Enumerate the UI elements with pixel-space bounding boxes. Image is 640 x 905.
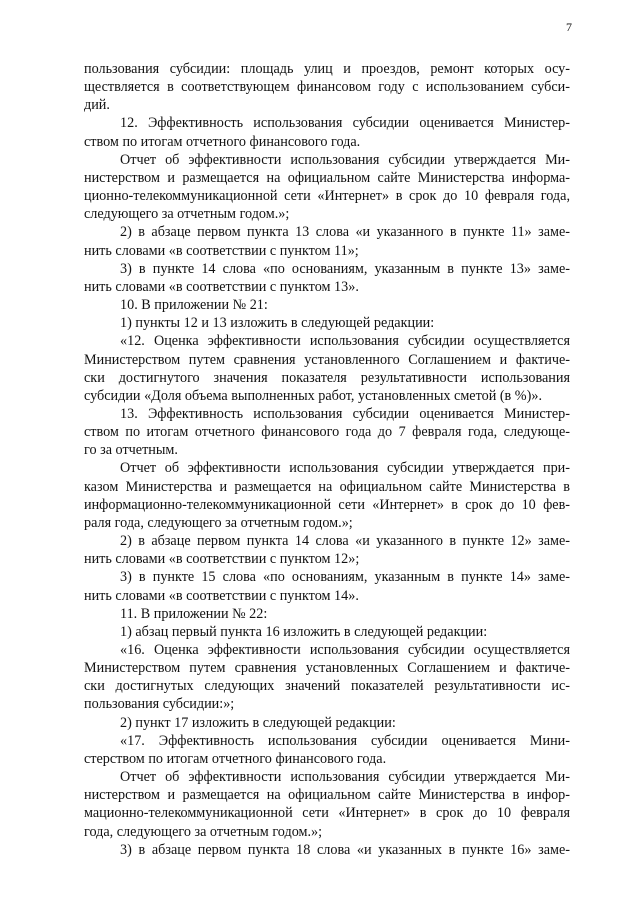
text-line: раля года, следующего за отчетным годом.»; xyxy=(84,514,353,531)
text-line: Отчет об эффективности использования субсидии утверждается Ми- xyxy=(120,151,570,168)
text-line: 2) в абзаце первом пункта 14 слова «и указанного в пункте 12» заме- xyxy=(120,533,570,550)
text-line: пользования субсидии:»; xyxy=(84,696,235,713)
text-line: ционно-телекоммуникационной сети «Интернет» в срок до 10 февраля года, xyxy=(84,188,570,205)
text-line: информационно-телекоммуникационной сети «Интернет» в срок до 10 фев- xyxy=(84,496,570,513)
text-line: 2) пункт 17 изложить в следующей редакции: xyxy=(120,714,396,731)
text-line: 13. Эффективность использования субсидии оценивается Министер- xyxy=(120,405,570,422)
text-line: «16. Оценка эффективности использования субсидии осуществляется xyxy=(120,642,570,658)
text-line: 3) в пункте 15 слова «по основаниям, указанным в пункте 14» заме- xyxy=(120,569,570,586)
text-line: 2) в абзаце первом пункта 13 слова «и указанного в пункте 11» заме- xyxy=(120,224,570,241)
text-line: «17. Эффективность использования субсидии оценивается Мини- xyxy=(120,732,570,749)
text-line: мационно-телекоммуникационной сети «Интернет» в срок до 10 февраля xyxy=(84,805,570,822)
text-line: «12. Оценка эффективности использования субсидии осуществляется xyxy=(120,333,570,350)
text-line: пользования субсидии: площадь улиц и проездов, ремонт которых осу- xyxy=(84,61,570,77)
text-line: следующего за отчетным годом.»; xyxy=(84,206,290,223)
text-line: субсидии «Доля объема выполненных работ, установленных сметой (в %)». xyxy=(84,387,542,404)
text-line: ством по итогам отчетного финансового года до 7 февраля года, следующе- xyxy=(84,424,570,441)
text-line: 3) в абзаце первом пункта 18 слова «и указанных в пункте 16» заме- xyxy=(120,841,570,858)
text-line: нить словами «в соответствии с пунктом 11»; xyxy=(84,242,359,259)
text-line: ски достигнутых следующих значений показателей результативности ис- xyxy=(84,678,570,695)
text-line: 10. В приложении № 21: xyxy=(120,297,268,314)
text-line: стерством по итогам отчетного финансового года. xyxy=(84,750,387,767)
text-line: го за отчетным. xyxy=(84,442,178,459)
text-line: 1) абзац первый пункта 16 изложить в следующей редакции: xyxy=(120,623,488,640)
text-line: дий. xyxy=(84,97,110,114)
text-line: нить словами «в соответствии с пунктом 12»; xyxy=(84,551,360,568)
text-line: года, следующего за отчетным годом.»; xyxy=(84,823,323,840)
text-line: Отчет об эффективности использования субсидии утверждается Ми- xyxy=(120,769,570,786)
text-line: Министерством путем сравнения установленного Соглашением и фактиче- xyxy=(84,351,570,368)
text-line: Министерством путем сравнения установленных Соглашением и фактиче- xyxy=(84,660,570,677)
page-number: 7 xyxy=(566,20,572,34)
text-line: ски достигнутого значения показателя результативности использования xyxy=(84,369,570,386)
text-line: 3) в пункте 14 слова «по основаниям, указанным в пункте 13» заме- xyxy=(120,260,570,277)
text-line: нистерством и размещается на официальном сайте Министерства информа- xyxy=(84,169,570,186)
text-line: нить словами «в соответствии с пунктом 13». xyxy=(84,278,359,295)
text-line: ством по итогам отчетного финансового года. xyxy=(84,133,361,150)
text-line: Отчет об эффективности использования субсидии утверждается при- xyxy=(120,460,570,477)
text-line: 12. Эффективность использования субсидии оценивается Министер- xyxy=(120,115,570,132)
text-line: нить словами «в соответствии с пунктом 14». xyxy=(84,587,359,604)
document-body xyxy=(84,60,570,859)
text-line: 1) пункты 12 и 13 изложить в следующей редакции: xyxy=(120,315,435,332)
text-line: ществляется в соответствующем финансовом году с использованием субси- xyxy=(84,79,570,96)
text-line: нистерством и размещается на официальном сайте Министерства в инфор- xyxy=(84,787,570,804)
text-line: казом Министерства и размещается на официальном сайте Министерства в xyxy=(84,478,570,495)
text-line: 11. В приложении № 22: xyxy=(120,605,268,622)
